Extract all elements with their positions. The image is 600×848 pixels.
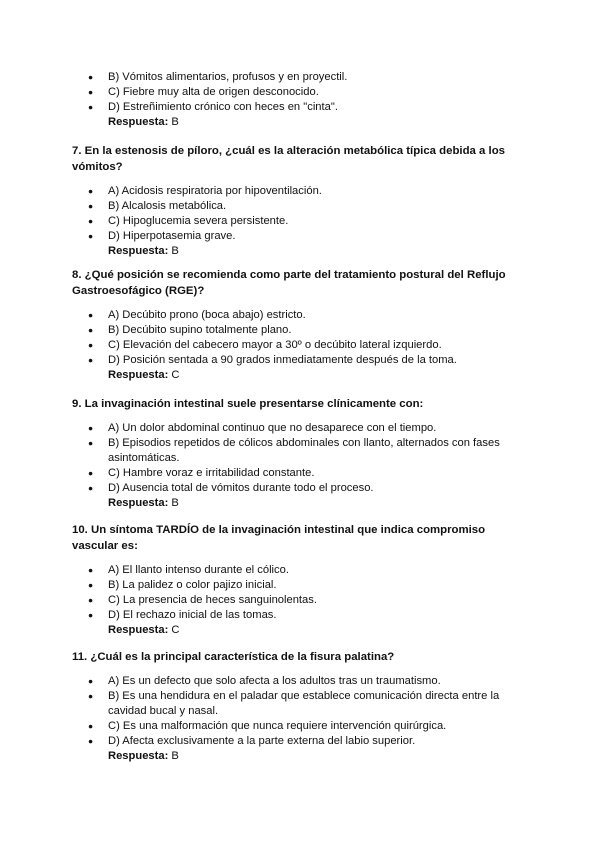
option-c: ● C) Hipoglucemia severa persistente. (72, 214, 532, 229)
option-c: ● C) Hambre voraz e irritabilidad constante. (72, 466, 532, 481)
option-d: ● D) Hiperpotasemia grave. (72, 229, 532, 244)
question-title: 7. En la estenosis de píloro, ¿cuál es la alteración metabólica típica debida a los vómitos? (72, 145, 505, 173)
option-c: ● C) Es una malformación que nunca requiere intervención quirúrgica. (72, 719, 532, 734)
options-list (72, 421, 532, 496)
question-title: 11. ¿Cuál es la principal característica de la fisura palatina? (72, 651, 395, 663)
option-a: ● A) El llanto intenso durante el cólico. (72, 563, 532, 578)
question-8 (72, 267, 532, 383)
answer-line (72, 623, 532, 638)
answer-label: Respuesta: (108, 624, 169, 636)
option-c: ● C) La presencia de heces sanguinolentas. (72, 593, 532, 608)
answer-value: B (171, 497, 179, 509)
option-d: ● D) El rechazo inicial de las tomas. (72, 608, 532, 623)
option-b: ● B) La palidez o color pajizo inicial. (72, 578, 532, 593)
question-10 (72, 522, 532, 638)
question-6-continuation (72, 70, 532, 130)
option-c: ● C) Fiebre muy alta de origen desconocido. (72, 85, 532, 100)
option-d: ● D) Afecta exclusivamente a la parte externa del labio superior. (72, 734, 532, 749)
options-list (72, 308, 532, 368)
options-list (72, 563, 532, 623)
answer-value: B (171, 245, 179, 257)
option-b: ● B) Alcalosis metabólica. (72, 199, 532, 214)
question-7 (72, 143, 532, 259)
answer-line (72, 115, 532, 130)
options-list (72, 70, 532, 115)
option-b: ● B) Es una hendidura en el paladar que establece comunicación directa entre la cavidad bucal y nasal. (72, 689, 532, 719)
option-a: ● A) Acidosis respiratoria por hipoventilación. (72, 184, 532, 199)
answer-line (72, 368, 532, 383)
answer-value: B (171, 116, 179, 128)
option-b: ● B) Vómitos alimentarios, profusos y en proyectil. (72, 70, 532, 85)
answer-label: Respuesta: (108, 750, 169, 762)
question-title: 9. La invaginación intestinal suele presentarse clínicamente con: (72, 398, 424, 410)
option-b: ● B) Episodios repetidos de cólicos abdominales con llanto, alternados con fases asintomáticas. (72, 436, 532, 466)
answer-value: B (171, 750, 179, 762)
answer-line (72, 749, 532, 764)
question-title: 10. Un síntoma TARDÍO de la invaginación intestinal que indica compromiso vascular es: (72, 524, 486, 552)
option-a: ● A) Decúbito prono (boca abajo) estricto. (72, 308, 532, 323)
options-list (72, 184, 532, 244)
question-title: 8. ¿Qué posición se recomienda como parte del tratamiento postural del Reflujo Gastroesofágico (RGE)? (72, 269, 506, 297)
option-d: ● D) Ausencia total de vómitos durante todo el proceso. (72, 481, 532, 496)
answer-line (72, 496, 532, 511)
answer-value: C (171, 369, 180, 381)
options-list (72, 674, 532, 749)
option-d: ● D) Posición sentada a 90 grados inmediatamente después de la toma. (72, 353, 532, 368)
question-9 (72, 396, 532, 511)
answer-value: C (171, 624, 180, 636)
option-d: ● D) Estreñimiento crónico con heces en "cinta". (72, 100, 532, 115)
option-b: ● B) Decúbito supino totalmente plano. (72, 323, 532, 338)
answer-label: Respuesta: (108, 116, 169, 128)
question-11 (72, 649, 532, 764)
answer-label: Respuesta: (108, 497, 169, 509)
answer-line (72, 244, 532, 259)
option-c: ● C) Elevación del cabecero mayor a 30º o decúbito lateral izquierdo. (72, 338, 532, 353)
option-a: ● A) Un dolor abdominal continuo que no desaparece con el tiempo. (72, 421, 532, 436)
option-a: ● A) Es un defecto que solo afecta a los adultos tras un traumatismo. (72, 674, 532, 689)
answer-label: Respuesta: (108, 369, 169, 381)
answer-label: Respuesta: (108, 245, 169, 257)
